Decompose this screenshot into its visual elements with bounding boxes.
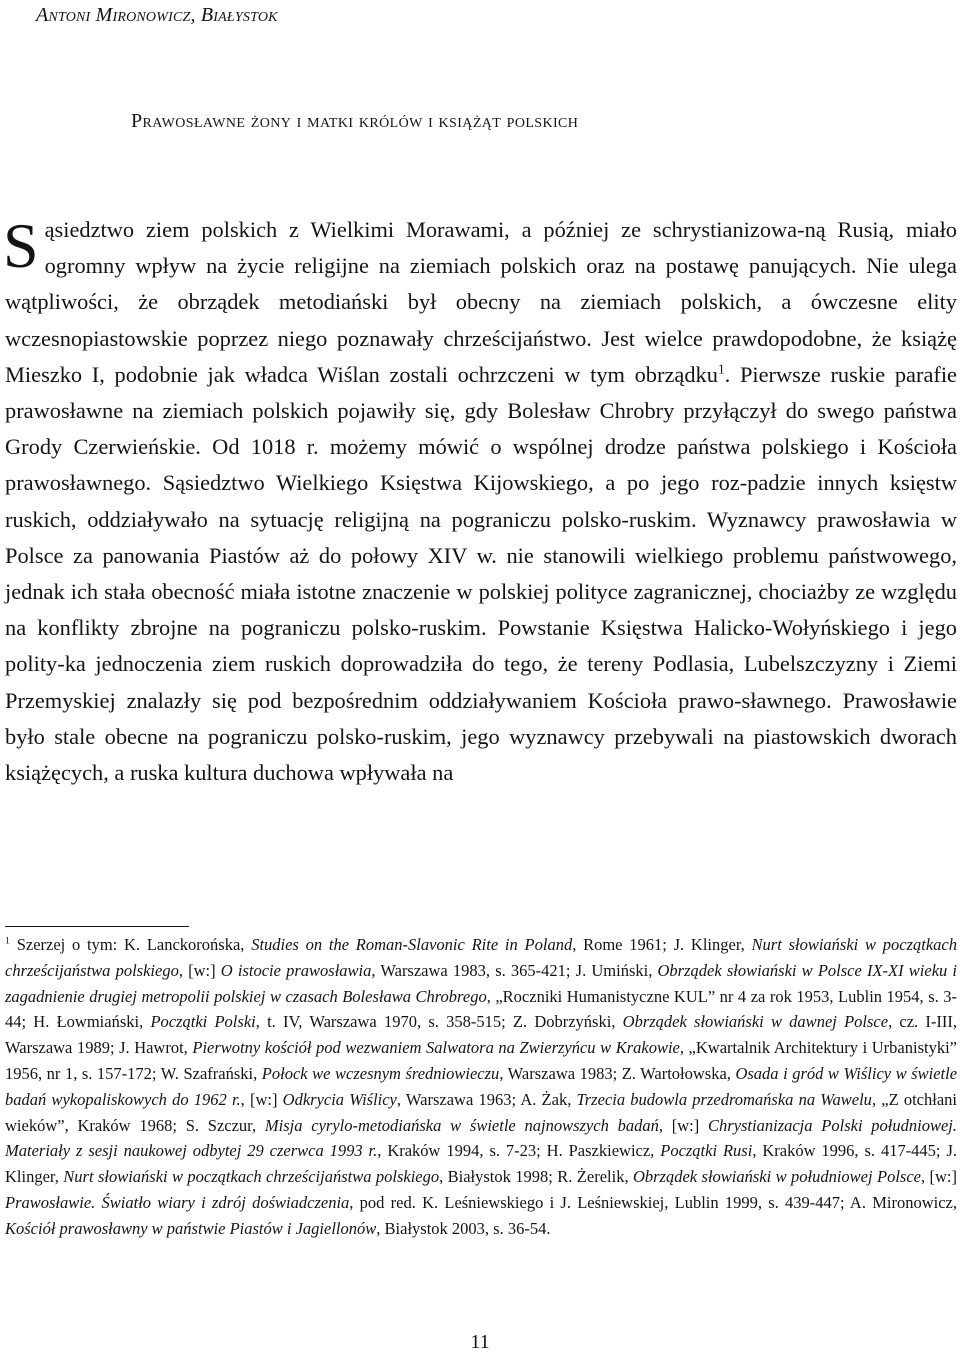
footnote-reference[interactable]: 1 xyxy=(717,361,725,377)
footnote-text-segment: , „Kwartalnik Architektury i Urbanistyki” 1956, nr 1, s. 157-172; W. Szafrański, xyxy=(5,1038,957,1083)
footnote-separator xyxy=(5,926,189,927)
footnote-text-segment: , „Roczniki Humanistyczne KUL” nr 4 za rok 1953, Lublin 1954, s. 3-44; H. Łowmiański, xyxy=(5,986,958,1032)
footnote xyxy=(5,932,957,1242)
page-number: 11 xyxy=(470,1331,490,1353)
body-text-part-2: . Pierwsze ruskie parafie prawosławne na ziemiach polskich pojawiły się, gdy Bolesław Chrobry przyłączył do swego państwa Grody Czerwieńskie. Od 1018 r. możemy mówić o wspólnej drodze państwa polskiego i Kościoła prawosławnego. Sąsiedztwo Wielkiego Księstwa Kijowskiego, a po jego roz-padzie innych księstw ruskich, oddziaływało na sytuację religijną na pograniczu polsko-ruskim. Wyznawcy prawosławia w Polsce za panowania Piastów aż do połowy XIV w. nie stanowili wielkiego problemu państwowego, jednak ich stała obecność miała istotne znaczenie w polskiej polityce zagranicznej, chociażby ze względu na konflikty zbrojne na pograniczu polsko-ruskim. Powstanie Księstwa Halicko-Wołyńskiego i jego polity-ka jednoczenia ziem ruskich doprowadziła do tego, że tereny Podlasia, Lubelszczyzny i Ziemi Przemyskiej znalazły się pod bezpośrednim oddziaływaniem Kościoła prawo-sławnego. Prawosławie było stale obecne na pograniczu polsko-ruskim, jego wyznawcy przebywali na piastowskich dworach książęcych, a ruska kultura duchowa wpływała na xyxy=(5,361,957,786)
footnote-title-segment: Prawosławie. Światło wiary i zdrój doświadczenia xyxy=(5,1192,350,1212)
footnote-number: 1 xyxy=(5,935,10,947)
footnote-title-segment: Misja cyrylo-metodiańska w świetle najnowszych badań xyxy=(264,1115,659,1135)
footnote-title-segment: O istocie prawosławia xyxy=(220,960,372,980)
footnote-text-segment: , [w:] xyxy=(240,1089,283,1109)
footnote-text-segment: , Białystok 2003, s. 36-54. xyxy=(376,1218,551,1238)
drop-cap: S xyxy=(3,210,39,281)
chapter-title: Prawosławne żony i matki królów i książąt polskich xyxy=(131,110,579,132)
footnote-title-segment: Początki Rusi xyxy=(660,1141,753,1161)
footnote-text-segment: , t. IV, Warszawa 1970, s. 358-515; Z. Dobrzyński, xyxy=(255,1012,623,1032)
footnote-title-segment: Studies on the Roman-Slavonic Rite in Poland xyxy=(251,935,573,954)
footnote-text xyxy=(5,935,957,1238)
footnote-title-segment: Odkrycia Wiślicy xyxy=(282,1089,397,1109)
footnote-title-segment: Obrządek słowiański w południowej Polsce xyxy=(632,1167,921,1187)
footnote-text-segment: , [w:] xyxy=(920,1167,957,1187)
footnote-text-segment: , Kraków 1994, s. 7-23; H. Paszkiewicz, xyxy=(377,1141,661,1161)
footnote-text-segment: , Kraków 1996, s. 417-445; J. Klinger, xyxy=(5,1141,957,1187)
author-line: Antoni Mironowicz, Białystok xyxy=(36,4,278,26)
footnote-title-segment: Nurt słowiański w początkach chrześcijaństwa polskiego xyxy=(5,935,957,980)
footnote-text-segment: , [w:] xyxy=(658,1115,709,1135)
footnote-text-segment: , Warszawa 1983; Z. Wartołowska, xyxy=(499,1063,736,1083)
footnote-title-segment: Obrządek słowiański w dawnej Polsce xyxy=(622,1012,889,1032)
footnote-text-segment: , Białystok 1998; R. Żerelik, xyxy=(439,1167,633,1187)
body-text-part-1: ąsiedztwo ziem polskich z Wielkimi Morawami, a później ze schrystianizowa-ną Rusią, miało ogromny wpływ na życie religijne na ziemiach polskich oraz na postawę panujących. Nie ulega wątpliwości, że obrządek metodiański był obecny na ziemiach polskich, a ówczesne elity wczesnopiastowskie poprzez niego poznawały chrześcijaństwo. Jest wielce prawdopodobne, że książę Mieszko I, podobnie jak władca Wiślan zostali ochrzczeni w tym obrządku xyxy=(5,217,957,387)
footnote-text-segment: , Warszawa 1963; A. Żak, xyxy=(396,1089,577,1109)
footnote-text-segment: , „Z otchłani wieków”, Kraków 1968; S. Szczur, xyxy=(5,1089,957,1135)
footnote-title-segment: Obrządek słowiański w Polsce IX-XI wieku i zagadnienie drugiej metropolii polskiej w czasach Bolesława Chrobrego xyxy=(5,960,958,1006)
footnote-text-segment: , [w:] xyxy=(178,960,221,980)
footnote-text-segment: Szerzej o tym: K. Lanckorońska, xyxy=(9,935,252,954)
footnote-title-segment: Chrystianizacja Polski południowej. Materiały z sesji naukowej odbytej 29 czerwca 1993 r. xyxy=(5,1115,957,1161)
footnote-text-segment: , Warszawa 1983, s. 365-421; J. Umiński, xyxy=(371,960,658,980)
footnote-title-segment: Połock we wczesnym średniowieczu xyxy=(261,1063,500,1083)
footnote-title-segment: Pierwotny kościół pod wezwaniem Salwatora na Zwierzyńcu w Krakowie xyxy=(192,1038,680,1058)
footnote-title-segment: Osada i gród w Wiślicy w świetle badań wykopaliskowych do 1962 r. xyxy=(5,1063,958,1109)
footnote-title-segment: Trzecia budowla przedromańska na Wawelu xyxy=(576,1089,872,1109)
footnote-text-segment: , pod red. K. Leśniewskiego i J. Leśniewskiej, Lublin 1999, s. 439-447; A. Mironowicz, xyxy=(349,1192,957,1212)
footnote-text-segment: , Rome 1961; J. Klinger, xyxy=(572,935,752,954)
footnote-title-segment: Nurt słowiański w początkach chrześcijaństwa polskiego xyxy=(63,1167,440,1187)
footnote-title-segment: Kościół prawosławny w państwie Piastów i Jagiellonów xyxy=(5,1218,377,1238)
footnote-title-segment: Początki Polski xyxy=(150,1012,256,1032)
footnote-text-segment: , cz. I-III, Warszawa 1989; J. Hawrot, xyxy=(5,1012,958,1058)
body-paragraph xyxy=(5,212,957,791)
